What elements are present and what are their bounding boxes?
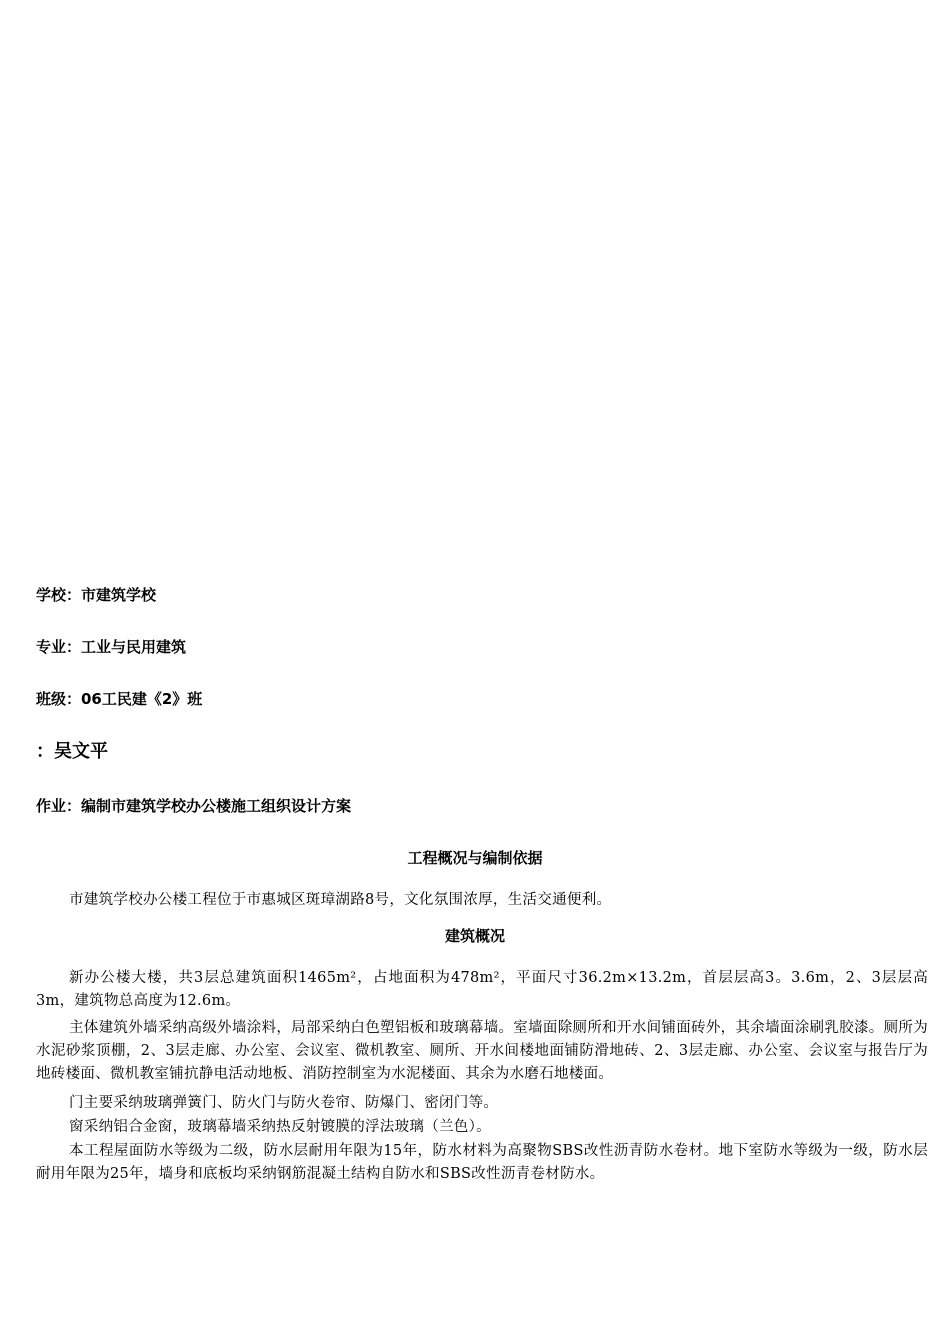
assignment-line: 作业：编制市建筑学校办公楼施工组织设计方案: [36, 797, 352, 815]
paragraph-doors: 门主要采纳玻璃弹簧门、防火门与防火卷帘、防爆门、密闭门等。: [69, 1095, 499, 1111]
paragraph-windows: 窗采纳铝合金窗，玻璃幕墙采纳热反射镀膜的浮法玻璃（兰色）。: [69, 1119, 491, 1135]
section-title-overview: 工程概况与编制依据: [407, 849, 543, 867]
intro-paragraph: 市建筑学校办公楼工程位于市惠城区斑璋湖路8号，文化氛围浓厚，生活交通便利。: [69, 892, 612, 908]
section-title-building: 建筑概况: [444, 927, 505, 945]
class-line: 班级：06工民建《2》班: [36, 690, 203, 708]
paragraph-building-size: 新办公楼大楼，共3层总建筑面积1465m²，占地面积为478m²，平面尺寸36.2m×13.2m，首层层高3。3.6m，2、3层层高3m，建筑物总高度为12.6m。: [36, 970, 928, 1009]
paragraph-waterproofing: 本工程屋面防水等级为二级，防水层耐用年限为15年，防水材料为高聚物SBS改性沥青防水卷材。地下室防水等级为一级，防水层耐用年限为25年，墙身和底板均采纳钢筋混凝土结构自防水和SBS改性沥青卷材防水。: [36, 1143, 928, 1182]
school-line: 学校：市建筑学校: [36, 586, 157, 604]
paragraph-finishes: 主体建筑外墙采纳高级外墙涂料，局部采纳白色塑铝板和玻璃幕墙。室墙面除厕所和开水间铺面砖外，其余墙面涂刷乳胶漆。厕所为水泥砂浆顶棚，2、3层走廊、办公室、会议室、微机教室、厕所、开水间楼地面铺防滑地砖、2、3层走廊、办公室、会议室与报告厅为地砖楼面、微机教室铺抗静电活动地板、消防控制室为水泥楼面、其余为水磨石地楼面。: [36, 1020, 928, 1082]
major-line: 专业：工业与民用建筑: [36, 638, 187, 656]
name-line: ：吴文平: [36, 741, 108, 762]
